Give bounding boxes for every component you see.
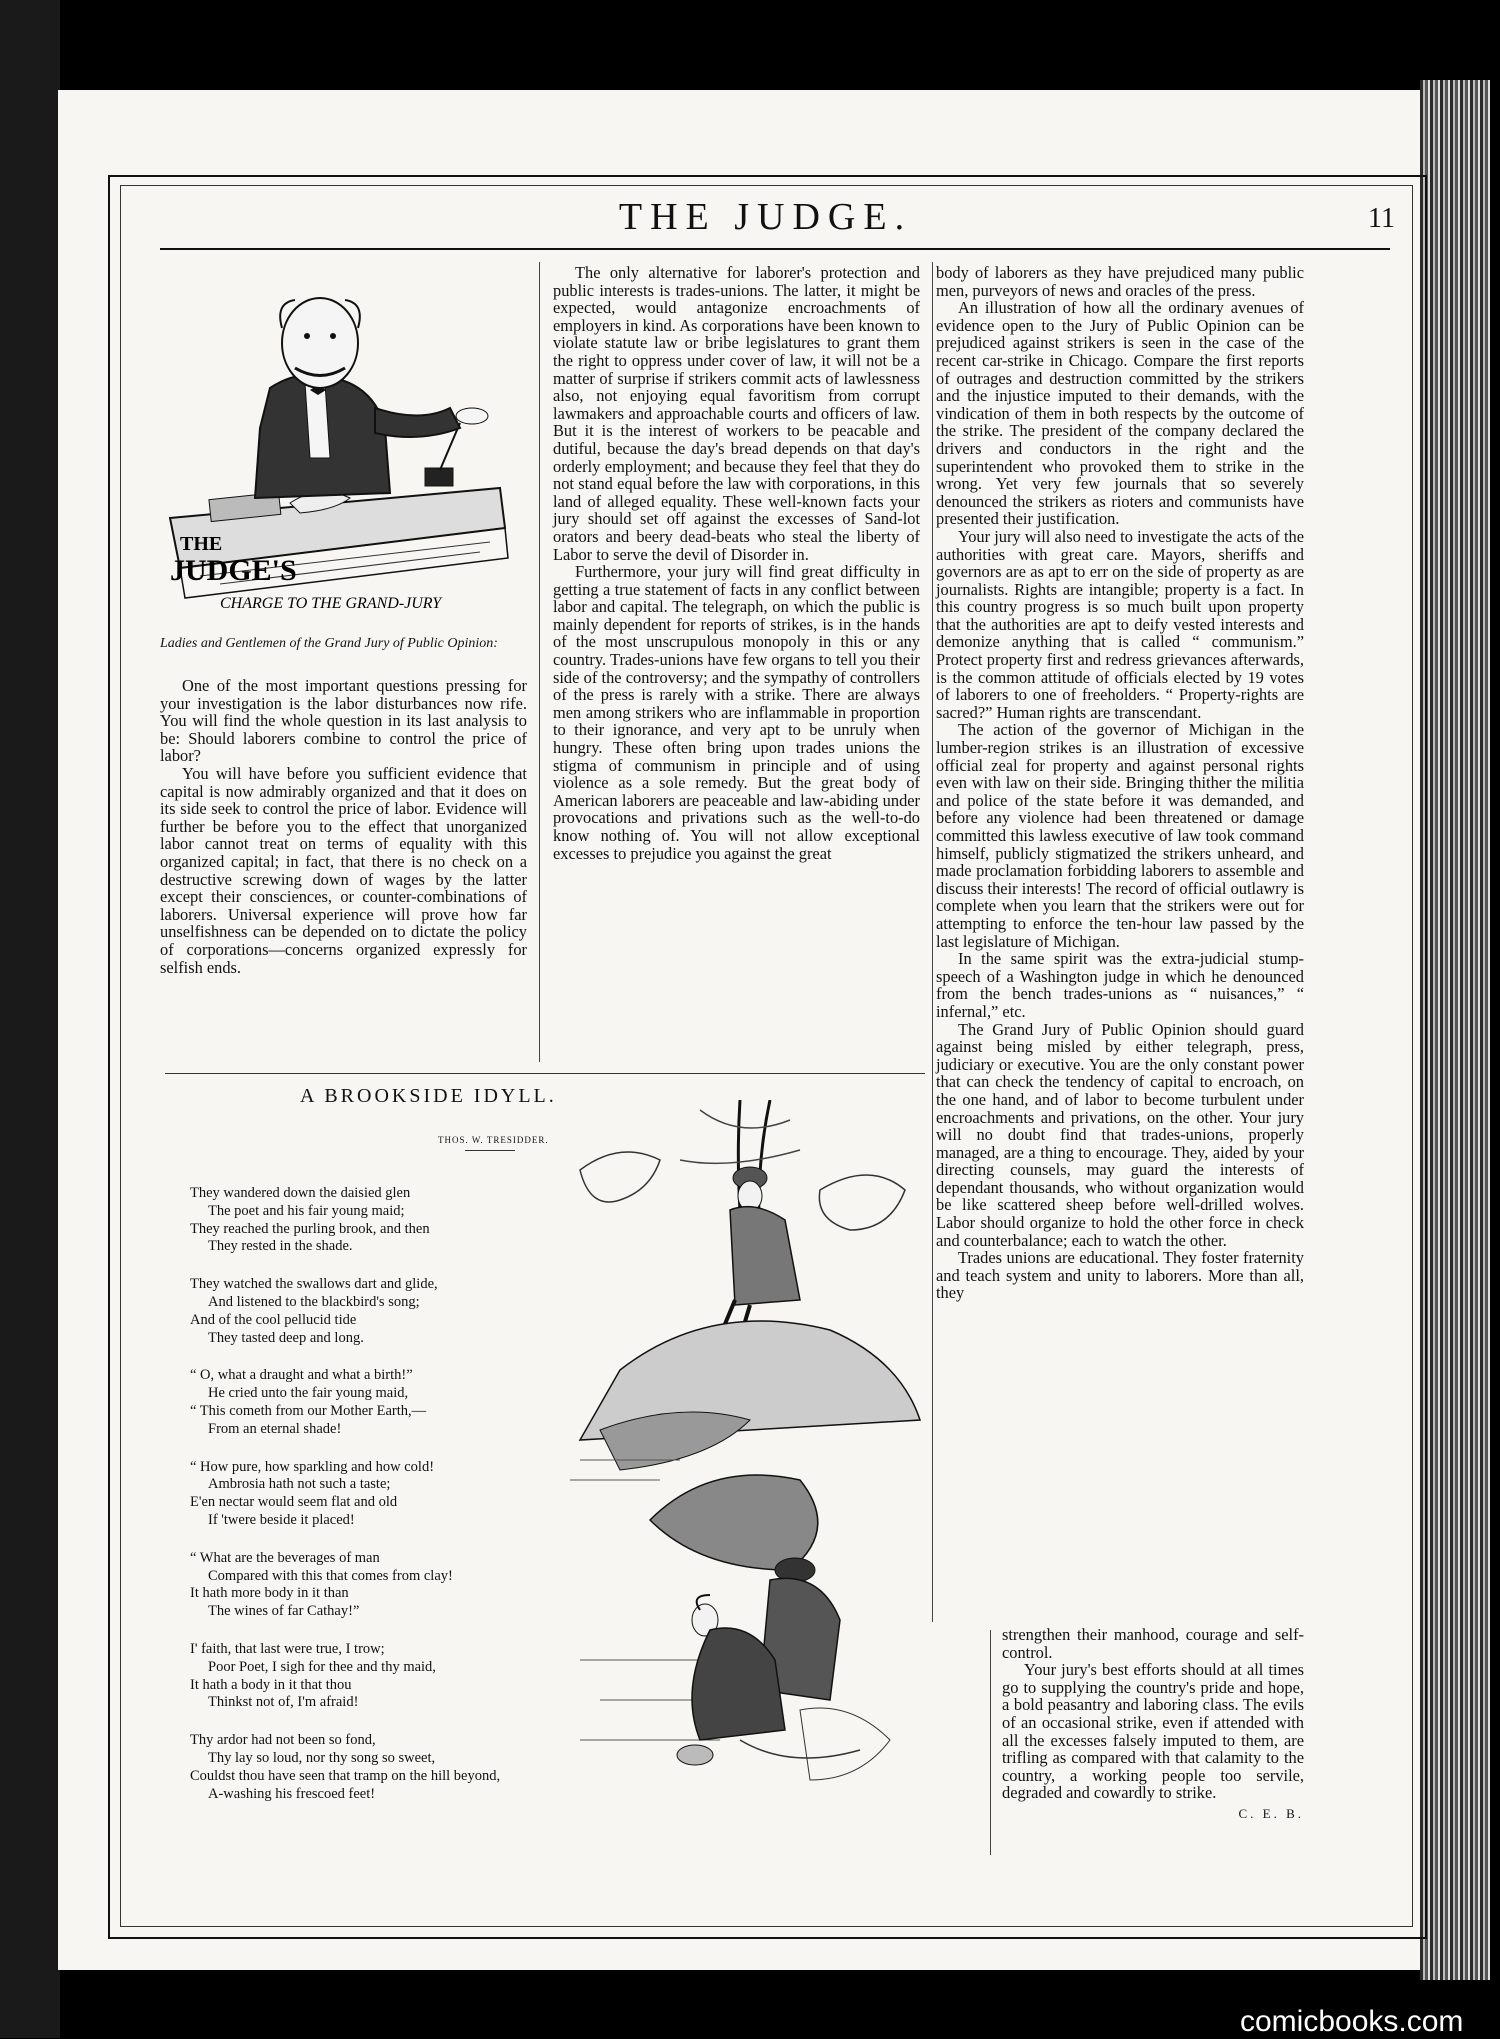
- poem-stanza: [190, 1185, 570, 1256]
- poem-line: They rested in the shade.: [208, 1238, 353, 1255]
- masthead-rule: [160, 248, 1390, 250]
- poem-line: It hath more body in it than: [190, 1585, 349, 1602]
- col2-paragraph: The only alternative for laborer's protection and public interests is trades-unions. The latter, it might be expected, would antagonize encroachments of employers in kind. As corporations have been known to violate statute law or bribe legislatures to grant them the right to oppress under cover of law, it will not be a matter of surprise if strikers commit acts of lawlessness also, not enjoying equal favoritism from corrupt lawmakers and approachable courts and officers of law. But it is the interest of workers to be peacable and dutiful, because the day's bread depends on that day's orderly employment; and because they feel that they do not stand equal before the law with corporations, in this land of alleged equality. These well-known facts your jury should set off against the excesses of Sand-lot orators and beery dead-beats who steal the liberty of Labor to serve the devil of Disorder in.: [553, 263, 920, 564]
- brookside-illustration: [560, 1100, 930, 1820]
- poem-line: And listened to the blackbird's song;: [208, 1293, 420, 1310]
- brookside-drawing: [560, 1100, 930, 1820]
- poem-stanza: [190, 1732, 570, 1803]
- poem-stanza: [190, 1276, 570, 1347]
- col3-paragraph: An illustration of how all the ordinary avenues of evidence open to the Jury of Public Opinion can be prejudiced against strikers is seen in the case of the recent car-strike in Chicago. Compare the first reports of outrages and destruction committed by the strikers and the injustice imputed to their demands, with the vindication of them in both respects by the outcome of the strike. The president of the company declared the drivers and conductors in the right and the superintendent who provoked them to strike in the wrong. Yet very few journals that so severely denounced the strikers as rioters and communists have presented their justification.: [936, 298, 1304, 529]
- poem-line: Compared with this that comes from clay!: [208, 1567, 453, 1584]
- column-3-tail: [1002, 1626, 1304, 1823]
- poem-line: Ambrosia hath not such a taste;: [208, 1476, 391, 1493]
- col3-paragraph: The action of the governor of Michigan in the lumber-region strikes is an illustration of excessive official zeal for property and against personal rights even with law on their side. Bringing thither the militia and police of the state before it was demanded, and before any violence had been threatened or damage committed this lawless executive of law took command himself, publicly stigmatized the strikers unheard, and made proclamation forbidding laborers to assemble and discuss their interests! The record of official outlawry is complete when you learn that the strikers were out for attempting to enforce the ten-hour law passed by the last legislature of Michigan.: [936, 720, 1304, 951]
- col2-paragraph: Furthermore, your jury will find great difficulty in getting a true statement of facts in any conflict between labor and capital. The telegraph, on which the public is mainly dependent for reports of strikes, is in the hands of the most unscrupulous monopoly in this or any country. Trades-unions have few organs to tell you their side of the controversy; and the sympathy of controllers of the press is rarely with a strike. There are always men among strikers who are inflammable in proportion to their ignorance, and very apt to be unruly when hungry. These often bring upon trades unions the stigma of communism in principle and of using violence as a sole remedy. But the great body of American laborers are peaceable and law-abiding under provocations and privations such as the well-to-do know nothing of. You will not allow exceptional excesses to prejudice you against the great: [553, 562, 920, 863]
- section-rule: [165, 1073, 925, 1074]
- poem-line: I' faith, that last were true, I trow;: [190, 1640, 385, 1657]
- scan-edge: [0, 0, 60, 2038]
- poem-title-rule: [465, 1150, 515, 1151]
- column-rule: [990, 1630, 991, 1855]
- column-rule: [539, 262, 540, 1062]
- label-the: THE: [180, 533, 223, 555]
- poem-line: “ What are the beverages of man: [190, 1549, 380, 1566]
- masthead-title: THE JUDGE.: [618, 196, 913, 238]
- col3-paragraph: In the same spirit was the extra-judicial stump-speech of a Washington judge in which he denounced from the bench trades-unions as “ nuisances,” “ infernal,” etc.: [936, 949, 1304, 1021]
- poem-stanza: [190, 1641, 570, 1712]
- col3-tail-paragraph: Your jury's best efforts should at all times go to supplying the country's pride and hope, a bold peasantry and laboring class. The evils of an occasional strike, even if attended with all the excesses falsely imputed to them, are trifling as compared with that calamity to the country, a working people too servile, degraded and cowardly to strike.: [1002, 1660, 1304, 1803]
- col3-paragraph: body of laborers as they have prejudiced many public men, purveyors of news and oracles of the press.: [936, 263, 1304, 300]
- col1-paragraph: One of the most important questions pressing for your investigation is the labor disturbances now rife. You will find the whole question in its last analysis to be: Should laborers combine to control the price of labor?: [160, 676, 527, 766]
- col3-tail-paragraph: strengthen their manhood, courage and self-control.: [1002, 1625, 1304, 1662]
- column-rule: [932, 262, 933, 1622]
- column-1: [160, 677, 527, 976]
- poem-line: And of the cool pellucid tide: [190, 1311, 357, 1328]
- book-binding: [1420, 80, 1490, 1980]
- col1-paragraph: You will have before you sufficient evidence that capital is now admirably organized and that it does on its side seek to control the price of labor. Evidence will further be before you to the effect that unorganized labor cannot treat on terms of equality with this organized capital; in fact, that there is no check on a destructive screwing down of wages by the latter except their consciences, or counter-combinations of laborers. Universal experience will prove how far unselfishness can be depended on to dictate the policy of corporations—concerns organized expressly for selfish ends.: [160, 763, 527, 977]
- poem-stanza: [190, 1459, 570, 1530]
- judge-illustration: [160, 258, 510, 613]
- label-judges: JUDGE'S: [170, 554, 297, 587]
- poem-line: “ This cometh from our Mother Earth,—: [190, 1402, 427, 1419]
- poem-line: A-washing his frescoed feet!: [208, 1785, 376, 1802]
- poem-line: Thy ardor had not been so fond,: [190, 1732, 376, 1749]
- poem-line: Poor Poet, I sigh for thee and thy maid,: [208, 1658, 436, 1675]
- judge-drawing: [160, 258, 510, 613]
- poem-stanza: [190, 1367, 570, 1438]
- poem-line: “ O, what a draught and what a birth!”: [190, 1367, 413, 1384]
- poem-line: They watched the swallows dart and glide,: [190, 1276, 438, 1293]
- column-2: [553, 264, 920, 862]
- label-charge: CHARGE TO THE GRAND-JURY: [220, 595, 442, 612]
- poem-line: Thy lay so loud, nor thy song so sweet,: [208, 1749, 436, 1766]
- poem-line: He cried unto the fair young maid,: [208, 1385, 409, 1402]
- poem-author: THOS. W. TRESIDDER.: [438, 1135, 549, 1145]
- page-number: 11: [1368, 203, 1395, 234]
- poem-line: From an eternal shade!: [208, 1420, 342, 1437]
- poem-line: The poet and his fair young maid;: [208, 1202, 405, 1219]
- poem-body: [190, 1185, 570, 1823]
- signature: C. E. B.: [1238, 1805, 1304, 1821]
- poem-line: E'en nectar would seem flat and old: [190, 1494, 398, 1511]
- poem-line: They wandered down the daisied glen: [190, 1185, 411, 1201]
- column-3: [936, 264, 1304, 1302]
- poem-line: They reached the purling brook, and then: [190, 1220, 430, 1237]
- poem-line: They tasted deep and long.: [208, 1329, 364, 1346]
- poem-line: If 'twere beside it placed!: [208, 1511, 355, 1528]
- poem-line: “ How pure, how sparkling and how cold!: [190, 1458, 435, 1475]
- col3-paragraph: The Grand Jury of Public Opinion should guard against being misled by either telegraph, press, judiciary or executive. You are the only constant power that can check the tendency of capital to encroach, on the one hand, and of labor to become turbulent under encroachments and privations, on the other. Your jury will no doubt find that trades-unions, properly managed, are a thing to encourage. They, aided by your directing counsels, may guard the interests of dependant thousands, who without organization would be like scattered sheep before well-drilled wolves. Labor should organize to hold the other force in check and counterbalance; each to watch the other.: [936, 1019, 1304, 1250]
- poem-line: The wines of far Cathay!”: [208, 1603, 360, 1620]
- poem-stanza: [190, 1550, 570, 1621]
- col3-paragraph: Trades unions are educational. They foster fraternity and teach system and unity to laborers. More than all, they: [936, 1248, 1304, 1303]
- poem-title: A BROOKSIDE IDYLL.: [300, 1085, 557, 1107]
- illustration-caption: Ladies and Gentlemen of the Grand Jury of Public Opinion:: [160, 636, 498, 651]
- poem-line: It hath a body in it that thou: [190, 1676, 352, 1693]
- site-watermark: comicbooks.com: [1240, 2005, 1464, 2038]
- poem-line: Couldst thou have seen that tramp on the hill beyond,: [190, 1767, 501, 1784]
- poem-line: Thinkst not of, I'm afraid!: [208, 1694, 359, 1711]
- col3-paragraph: Your jury will also need to investigate the acts of the authorities with great care. Mayors, sheriffs and governors are as apt to err on the side of property as are journalists. Rights are intangible; property is a fact. In this country progress is so much built upon property that the authorities are apt to deify vested interests and demonize anything that is called “ communism.” Protect property first and redress grievances afterwards, is the common attitude of officials elected by 19 votes of laborers to one of freeholders. “ Property-rights are sacred?” Human rights are transcendant.: [936, 526, 1304, 722]
